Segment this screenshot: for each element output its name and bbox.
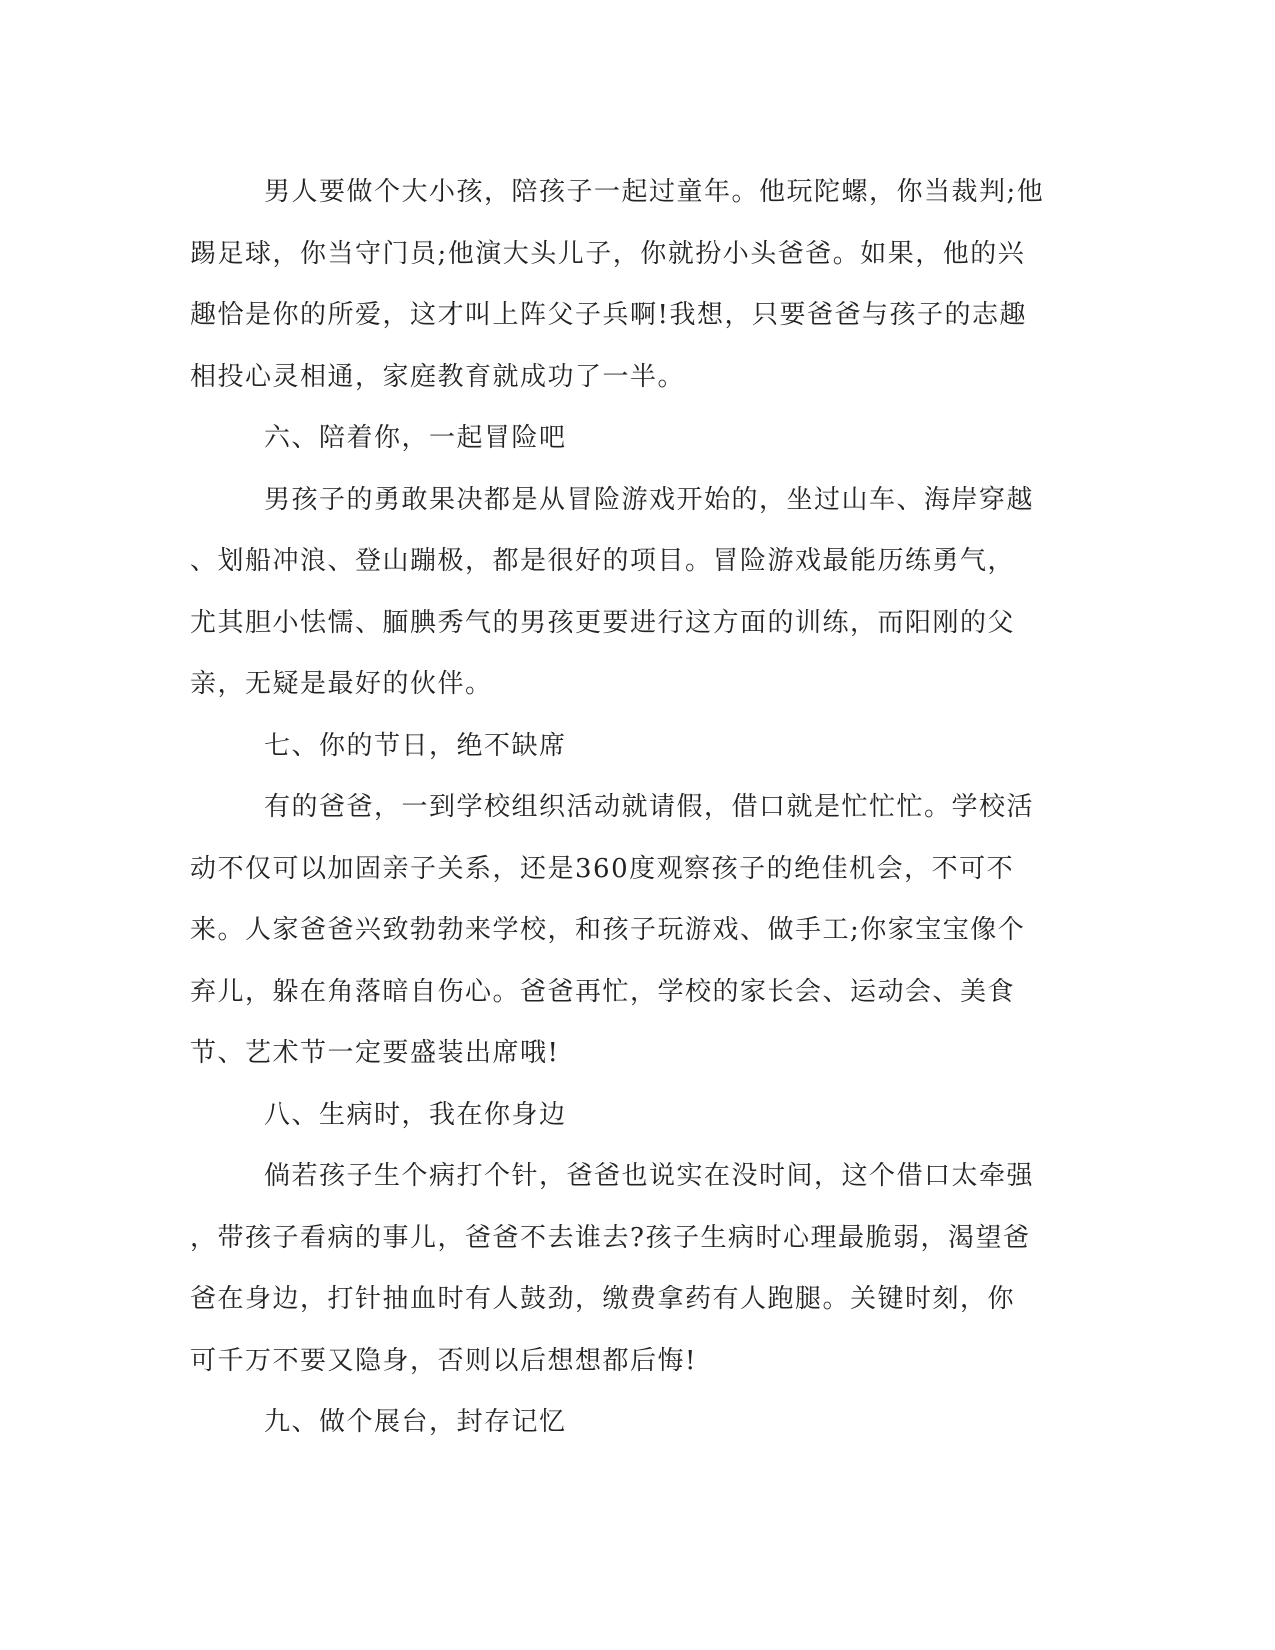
heading-line: 八、生病时，我在你身边	[264, 1099, 567, 1130]
text-line: 动不仅可以加固亲子关系，还是360度观察孩子的绝佳机会，不可不	[190, 853, 1015, 884]
text-line: 爸在身边，打针抽血时有人鼓劲，缴费拿药有人跑腿。关键时刻，你	[190, 1284, 1016, 1314]
text-line: 倘若孩子生个病打个针，爸爸也说实在没时间，这个借口太牵强	[264, 1161, 1035, 1191]
heading-line: 六、陪着你，一起冒险吧	[264, 423, 567, 453]
section-heading-festivals	[190, 716, 1090, 778]
text-line: 可千万不要又隐身，否则以后想想都后悔!	[190, 1345, 697, 1376]
text-line: 节、艺术节一定要盛装出席哦!	[190, 1038, 560, 1068]
text-line: 踢足球，你当守门员;他演大头儿子，你就扮小头爸爸。如果，他的兴	[190, 238, 1026, 269]
text-line: 相投心灵相通，家庭教育就成功了一半。	[190, 361, 686, 392]
paragraph-illness	[190, 1146, 1090, 1392]
heading-line: 九、做个展台，封存记忆	[264, 1407, 567, 1437]
section-heading-illness	[190, 1085, 1090, 1147]
paragraph-adventure	[190, 470, 1090, 716]
section-heading-showcase	[190, 1392, 1090, 1454]
text-line: 男孩子的勇敢果决都是从冒险游戏开始的，坐过山车、海岸穿越	[264, 484, 1035, 515]
text-line: ，带孩子看病的事儿，爸爸不去谁去?孩子生病时心理最脆弱，渴望爸	[190, 1222, 1031, 1253]
text-line: 来。人家爸爸兴致勃勃来学校，和孩子玩游戏、做手工;你家宝宝像个	[190, 915, 1026, 945]
text-line: 弃儿，躲在角落暗自伤心。爸爸再忙，学校的家长会、运动会、美食	[190, 976, 1016, 1007]
text-line: 亲，无疑是最好的伙伴。	[190, 669, 493, 699]
paragraph-father-as-child	[190, 162, 1090, 408]
heading-line: 七、你的节日，绝不缺席	[264, 730, 567, 761]
text-line: 有的爸爸，一到学校组织活动就请假，借口就是忙忙忙。学校活	[264, 792, 1035, 822]
text-line: 、划船冲浪、登山蹦极，都是很好的项目。冒险游戏最能历练勇气，	[190, 546, 1016, 576]
section-heading-adventure	[190, 408, 1090, 470]
text-line: 趣恰是你的所爱，这才叫上阵父子兵啊!我想，只要爸爸与孩子的志趣	[190, 300, 1027, 330]
text-line: 尤其胆小怯懦、腼腆秀气的男孩更要进行这方面的训练，而阳刚的父	[190, 607, 1016, 638]
paragraph-school-activities	[190, 777, 1090, 1085]
document-body	[190, 162, 1090, 1454]
text-line: 男人要做个大小孩，陪孩子一起过童年。他玩陀螺，你当裁判;他	[264, 177, 1045, 207]
